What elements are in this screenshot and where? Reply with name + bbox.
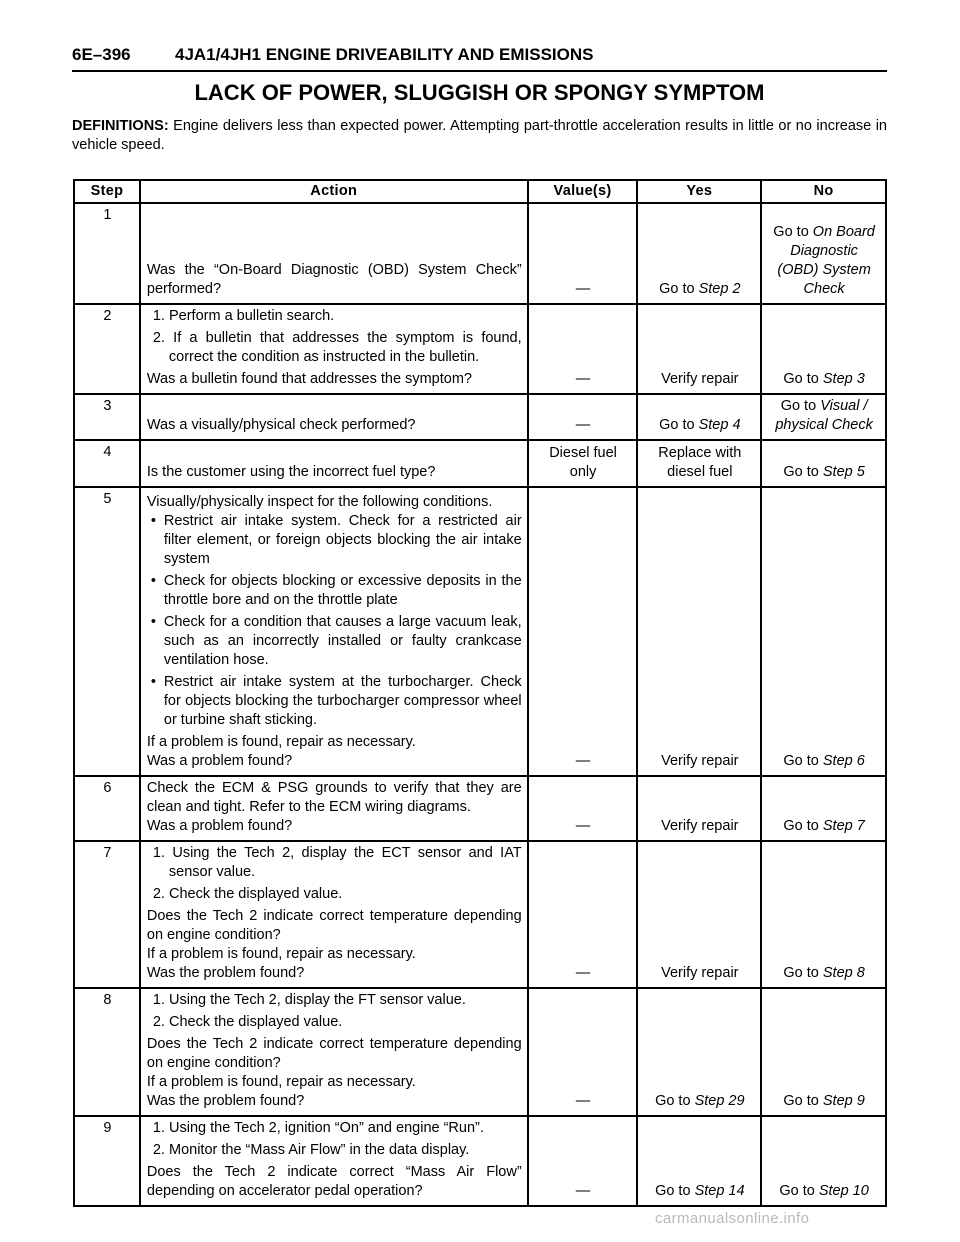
no-text: Go to [783, 753, 823, 769]
action-text: Check the ECM & PSG grounds to verify that they are clean and tight. Refer to the ECM wiring diagrams. [146, 780, 522, 815]
action-text: Was a problem found? [146, 753, 293, 769]
no-cell [761, 1116, 886, 1206]
no-cell [761, 988, 886, 1116]
no-step-reference: Step 7 [822, 818, 865, 834]
yes-cell [637, 440, 761, 487]
action-text: Does the Tech 2 indicate correct temperature depending on engine condition? [146, 908, 522, 943]
value-cell: — [528, 1116, 638, 1206]
no-text: Go to [783, 1093, 823, 1109]
no-cell [761, 394, 886, 440]
yes-cell [637, 394, 761, 440]
action-cell [140, 487, 528, 776]
step-number: 8 [74, 988, 140, 1116]
table-row [74, 841, 886, 988]
action-cell [140, 1116, 528, 1206]
no-step-reference: Step 3 [822, 371, 865, 387]
definitions-paragraph [72, 117, 887, 155]
table-body [74, 203, 886, 1206]
action-text: Does the Tech 2 indicate correct temperature depending on engine condition? [146, 1036, 522, 1071]
value-cell: — [528, 203, 638, 304]
action-text: Was the problem found? [146, 1093, 305, 1109]
page-title: LACK OF POWER, SLUGGISH OR SPONGY SYMPTOM [194, 80, 765, 105]
no-text: Go to [783, 371, 823, 387]
table-row [74, 304, 886, 394]
yes-step-reference: Step 4 [698, 417, 741, 433]
yes-text: Go to [655, 1093, 695, 1109]
yes-text: Replace with diesel fuel [658, 445, 742, 480]
action-cell [140, 394, 528, 440]
yes-text: Verify repair [661, 965, 739, 981]
yes-cell [637, 203, 761, 304]
table-row [74, 203, 886, 304]
definitions-text: Engine delivers less than expected power. Attempting part-throttle acceleration results in little or no increase in vehicle speed. [72, 118, 887, 153]
bullet-marker: • [150, 674, 156, 690]
action-text: Was a bulletin found that addresses the symptom? [146, 371, 472, 387]
yes-cell [637, 1116, 761, 1206]
no-cell [761, 487, 886, 776]
yes-cell [637, 487, 761, 776]
action-text: If a problem is found, repair as necessary. [146, 734, 416, 750]
yes-text: Go to [659, 281, 699, 297]
value-cell: Diesel fuel only [528, 440, 638, 487]
action-text: Is the customer using the incorrect fuel type? [146, 464, 436, 480]
bullet-instruction [147, 512, 522, 569]
no-cell [761, 776, 886, 841]
step-number: 2 [74, 304, 140, 394]
diagnostic-table [73, 179, 887, 1207]
section-title: 4JA1/4JH1 ENGINE DRIVEABILITY AND EMISSIONS [175, 45, 594, 64]
yes-cell [637, 841, 761, 988]
no-text: Go to [779, 1183, 819, 1199]
no-cell [761, 304, 886, 394]
step-number: 9 [74, 1116, 140, 1206]
numbered-instruction: 2. Check the displayed value. [152, 1014, 343, 1030]
value-cell: — [528, 776, 638, 841]
table-row [74, 1116, 886, 1206]
numbered-instruction: 1. Using the Tech 2, ignition “On” and engine “Run”. [152, 1120, 484, 1136]
action-cell [140, 988, 528, 1116]
bullet-text: Restrict air intake system. Check for a restricted air filter element, or foreign objects blocking the air intake system [163, 513, 522, 567]
step-number: 1 [74, 203, 140, 304]
bullet-instruction [147, 613, 522, 670]
action-cell [140, 203, 528, 304]
header-no: No [761, 180, 886, 203]
yes-cell [637, 304, 761, 394]
step-number: 7 [74, 841, 140, 988]
yes-cell [637, 776, 761, 841]
no-step-reference: Visual / physical Check [775, 398, 873, 433]
step-number: 4 [74, 440, 140, 487]
yes-text: Go to [655, 1183, 695, 1199]
value-cell: — [528, 304, 638, 394]
no-step-reference: Step 5 [822, 464, 865, 480]
no-text: Go to [783, 818, 823, 834]
numbered-instruction: 1. Using the Tech 2, display the ECT sensor and IAT sensor value. [152, 845, 522, 880]
numbered-instruction: 2. Monitor the “Mass Air Flow” in the data display. [152, 1142, 470, 1158]
no-step-reference: Step 9 [822, 1093, 865, 1109]
value-cell: — [528, 988, 638, 1116]
header-values: Value(s) [528, 180, 638, 203]
table-row [74, 988, 886, 1116]
no-text: Go to [780, 398, 821, 414]
no-step-reference: Step 6 [822, 753, 865, 769]
bullet-marker: • [150, 614, 156, 630]
step-number: 5 [74, 487, 140, 776]
numbered-instruction: 2. Check the displayed value. [152, 886, 343, 902]
no-text: Go to [783, 965, 823, 981]
value-cell: — [528, 487, 638, 776]
action-cell [140, 440, 528, 487]
action-text: Was a problem found? [146, 818, 293, 834]
yes-cell [637, 988, 761, 1116]
action-cell [140, 841, 528, 988]
bullet-instruction [147, 673, 522, 730]
header-action: Action [140, 180, 528, 203]
bullet-text: Restrict air intake system at the turbocharger. Check for objects blocking the turbocharger compressor wheel or turbine shaft sticking. [163, 674, 522, 728]
action-text: If a problem is found, repair as necessary. [146, 946, 416, 962]
numbered-instruction: 1. Perform a bulletin search. [152, 308, 335, 324]
no-step-reference: Step 10 [818, 1183, 869, 1199]
no-text: Go to [783, 464, 823, 480]
bullet-marker: • [150, 513, 156, 529]
action-text: Visually/physically inspect for the following conditions. [146, 494, 493, 510]
table-row [74, 776, 886, 841]
step-number: 3 [74, 394, 140, 440]
yes-text: Go to [659, 417, 699, 433]
no-text: Go to [773, 224, 813, 240]
action-text: Was the problem found? [146, 965, 305, 981]
no-cell [761, 203, 886, 304]
no-step-reference: Step 8 [822, 965, 865, 981]
bullet-text: Check for objects blocking or excessive deposits in the throttle bore and on the throttle plate [163, 573, 522, 608]
yes-text: Verify repair [661, 753, 739, 769]
action-text: Was the “On-Board Diagnostic (OBD) System Check” performed? [146, 262, 522, 297]
watermark: carmanualsonline.info [655, 1210, 810, 1227]
action-text: Does the Tech 2 indicate correct “Mass Air Flow” depending on accelerator pedal operation? [146, 1164, 522, 1199]
bullet-text: Check for a condition that causes a large vacuum leak, such as an incorrectly installed or faulty crankcase ventilation hose. [163, 614, 522, 668]
page-number: 6E–396 [72, 45, 131, 64]
header-yes: Yes [637, 180, 761, 203]
no-cell [761, 440, 886, 487]
numbered-instruction: 2. If a bulletin that addresses the symptom is found, correct the condition as instructed in the bulletin. [152, 330, 522, 365]
action-cell [140, 304, 528, 394]
yes-step-reference: Step 2 [698, 281, 741, 297]
bullet-instruction [147, 572, 522, 610]
action-text: Was a visually/physical check performed? [146, 417, 416, 433]
table-row [74, 487, 886, 776]
step-number: 6 [74, 776, 140, 841]
yes-step-reference: Step 29 [694, 1093, 745, 1109]
definitions-label: DEFINITIONS: [72, 118, 169, 134]
bullet-marker: • [150, 573, 156, 589]
value-cell: — [528, 841, 638, 988]
yes-text: Verify repair [661, 818, 739, 834]
table-header-row [74, 180, 886, 203]
yes-step-reference: Step 14 [694, 1183, 745, 1199]
no-step-reference: On Board Diagnostic (OBD) System Check [777, 224, 875, 297]
value-cell: — [528, 394, 638, 440]
table-row [74, 440, 886, 487]
header-step: Step [74, 180, 140, 203]
table-row [74, 394, 886, 440]
page-header [72, 45, 887, 72]
action-text: If a problem is found, repair as necessary. [146, 1074, 416, 1090]
action-cell [140, 776, 528, 841]
no-cell [761, 841, 886, 988]
numbered-instruction: 1. Using the Tech 2, display the FT sensor value. [152, 992, 466, 1008]
yes-text: Verify repair [661, 371, 739, 387]
